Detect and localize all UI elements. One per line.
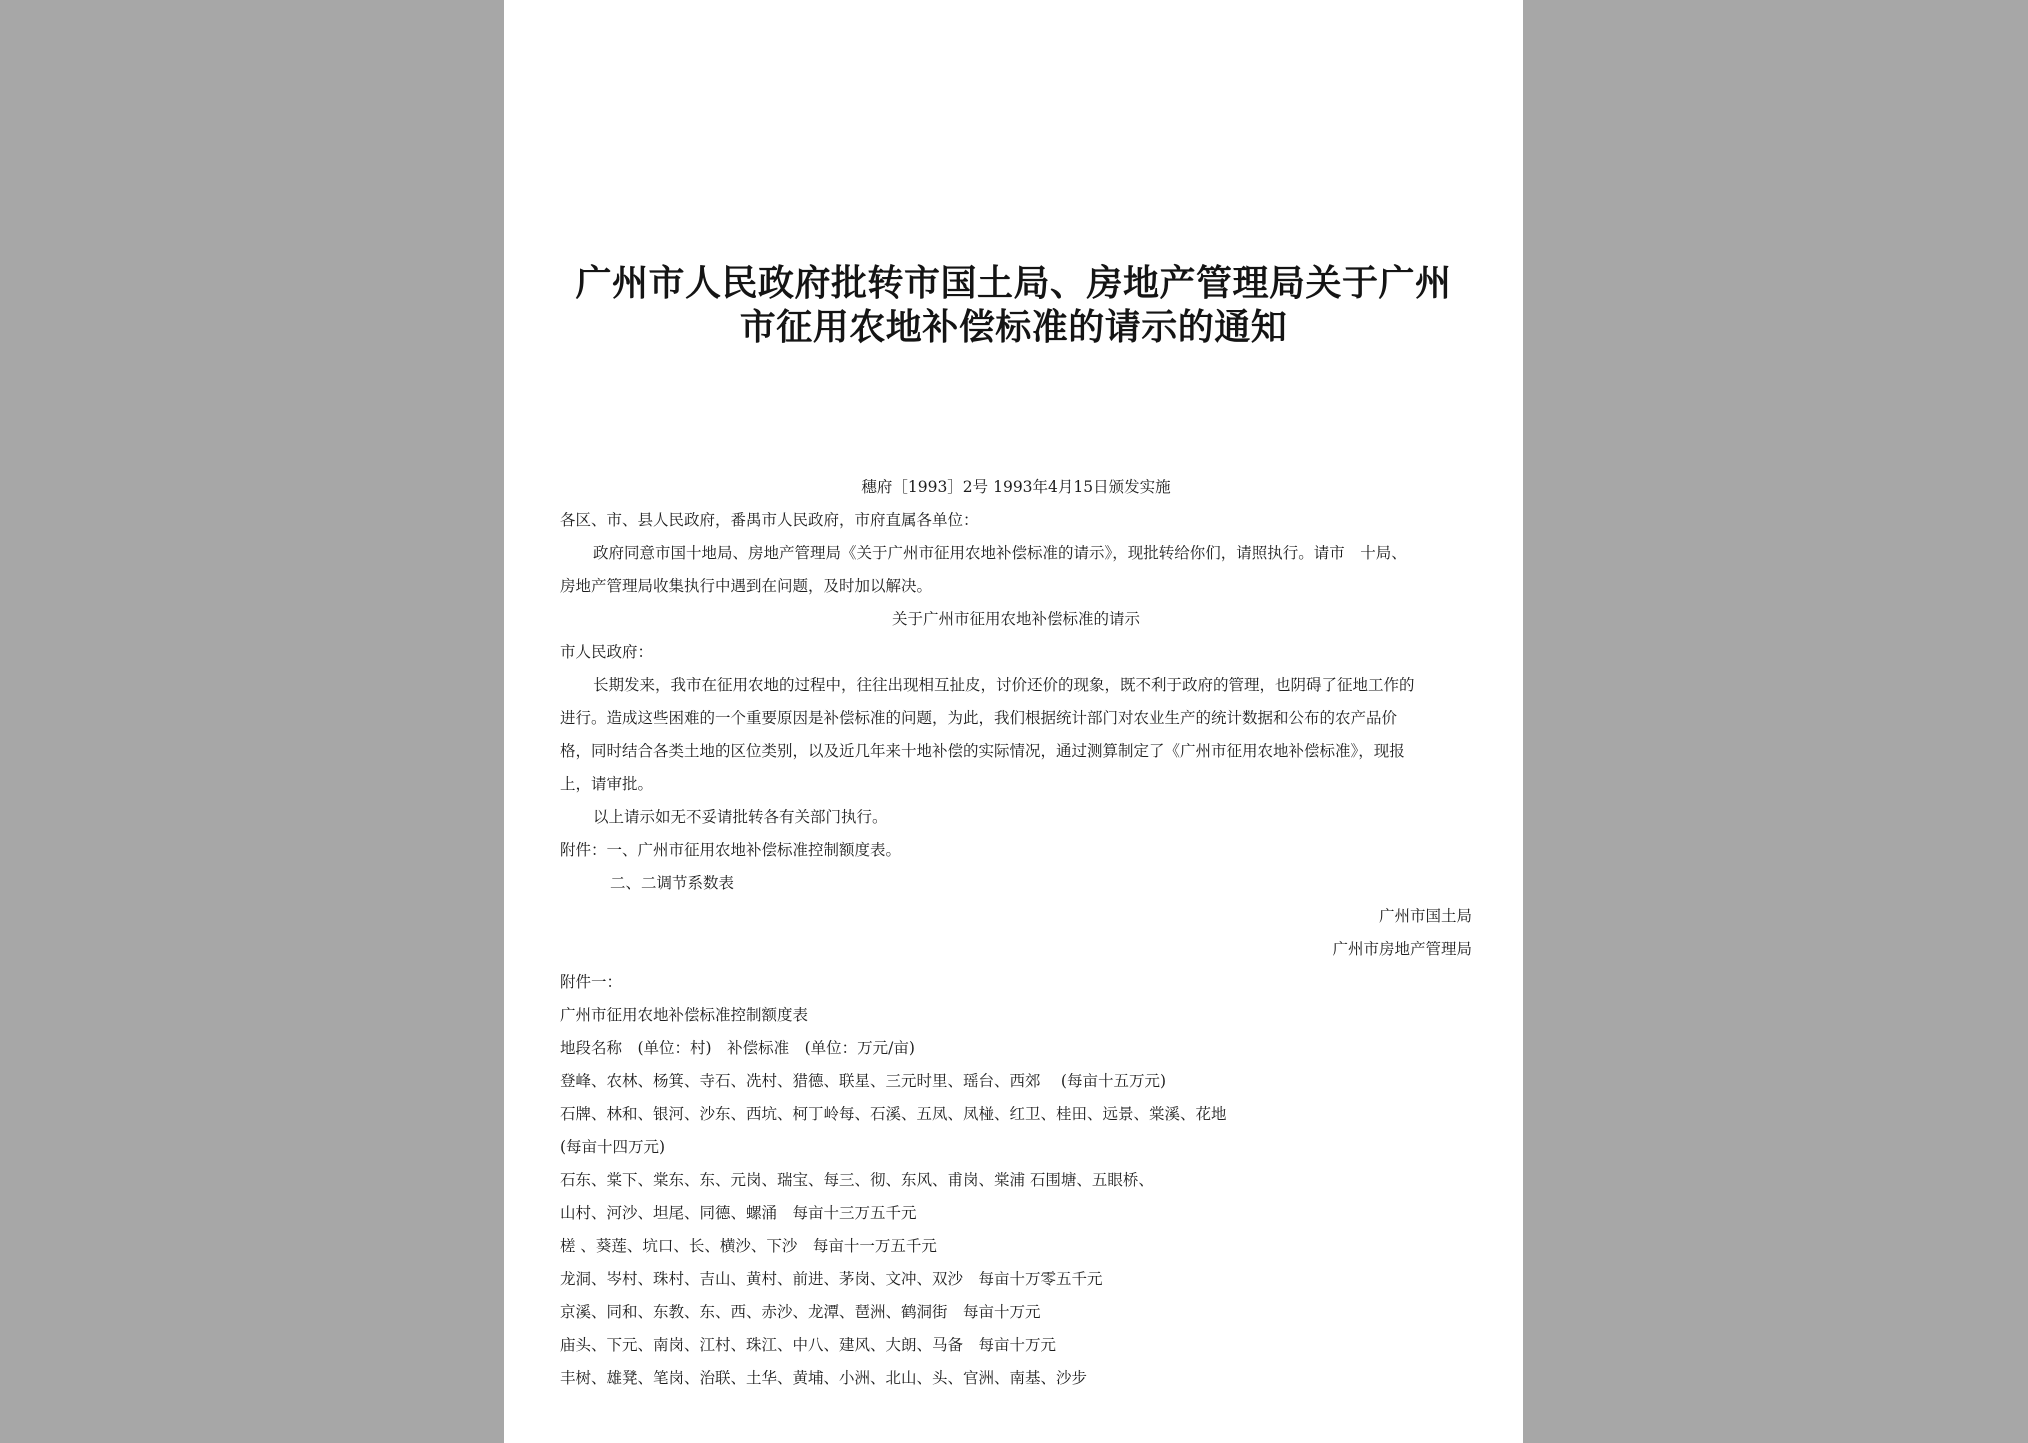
table-row: 登峰、农林、杨箕、寺石、冼村、猎德、联星、三元时里、瑶台、西郊 (每亩十五万元)	[560, 1072, 1167, 1090]
table-row: (每亩十四万元)	[560, 1138, 666, 1156]
table-row: 京溪、同和、东教、东、西、赤沙、龙潭、琶洲、鹤洞街 每亩十万元	[560, 1303, 1041, 1321]
table-row: 丰树、雄凳、笔岗、治联、土华、黄埔、小洲、北山、头、官洲、南基、沙步	[560, 1369, 1088, 1387]
paragraph-1-line-1: 政府同意市国十地局、房地产管理局《关于广州市征用农地补偿标准的请示》，现批转给你们，请照执行。请市 十局、	[593, 544, 1407, 562]
title-line-1: 广州市人民政府批转市国土局、房地产管理局关于广州	[575, 263, 1452, 304]
paragraph-1-line-2: 房地产管理局收集执行中遇到在问题，及时加以解决。	[560, 577, 933, 595]
document-page	[504, 0, 1523, 1443]
paragraph-2-line-3: 格，同时结合各类土地的区位类别，以及近几年来十地补偿的实际情况，通过测算制定了《广州市征用农地补偿标准》，现报	[560, 742, 1405, 760]
table-row: 庙头、下元、南岗、江村、珠江、中八、建风、大朗、马备 每亩十万元	[560, 1336, 1057, 1354]
table-row: 山村、河沙、坦尾、同德、螺涌 每亩十三万五千元	[560, 1204, 917, 1222]
table-row: 石牌、林和、银河、沙东、西坑、柯丁岭每、石溪、五凤、凤椪、红卫、桂田、远景、棠溪、花地	[560, 1105, 1227, 1123]
issue-line: 穗府［1993］2号 1993年4月15日颁发实施	[861, 478, 1171, 496]
attachments-line-2: 二、二调节系数表	[610, 874, 735, 892]
document-title	[504, 262, 1523, 350]
annex-label: 附件一：	[560, 973, 623, 991]
signer-real-estate-bureau: 广州市房地产管理局	[1332, 940, 1472, 958]
table-row: 石东、棠下、棠东、东、元岗、瑞宝、每三、彻、东风、甫岗、棠浦 石围塘、五眼桥、	[560, 1171, 1154, 1189]
annex-title: 广州市征用农地补偿标准控制额度表	[560, 1006, 809, 1024]
request-title: 关于广州市征用农地补偿标准的请示	[891, 610, 1140, 628]
paragraph-2-line-2: 进行。造成这些困难的一个重要原因是补偿标准的问题，为此，我们根据统计部门对农业生产的统计数据和公布的农产品价	[560, 709, 1398, 727]
addressee-line: 市人民政府：	[560, 643, 654, 661]
paragraph-2-line-4: 上，请审批。	[560, 775, 654, 793]
title-line-2: 市征用农地补偿标准的请示的通知	[739, 307, 1288, 348]
table-row: 龙洞、岑村、珠村、吉山、黄村、前进、茅岗、文冲、双沙 每亩十万零五千元	[560, 1270, 1103, 1288]
table-row: 槎 、葵莲、坑口、长、横沙、下沙 每亩十一万五千元	[560, 1237, 937, 1255]
paragraph-3: 以上请示如无不妥请批转各有关部门执行。	[593, 808, 888, 826]
table-header: 地段名称 (单位：村) 补偿标准 (单位：万元/亩)	[560, 1039, 915, 1057]
signer-land-bureau: 广州市国土局	[1378, 907, 1472, 925]
paragraph-2-line-1: 长期发来，我市在征用农地的过程中，往往出现相互扯皮，讨价还价的现象，既不利于政府的管理，也阴碍了征地工作的	[593, 676, 1415, 694]
recipients-line: 各区、市、县人民政府，番禺市人民政府，市府直属各单位：	[560, 511, 979, 529]
attachments-line-1: 附件：一、广州市征用农地补偿标准控制额度表。	[560, 841, 902, 859]
